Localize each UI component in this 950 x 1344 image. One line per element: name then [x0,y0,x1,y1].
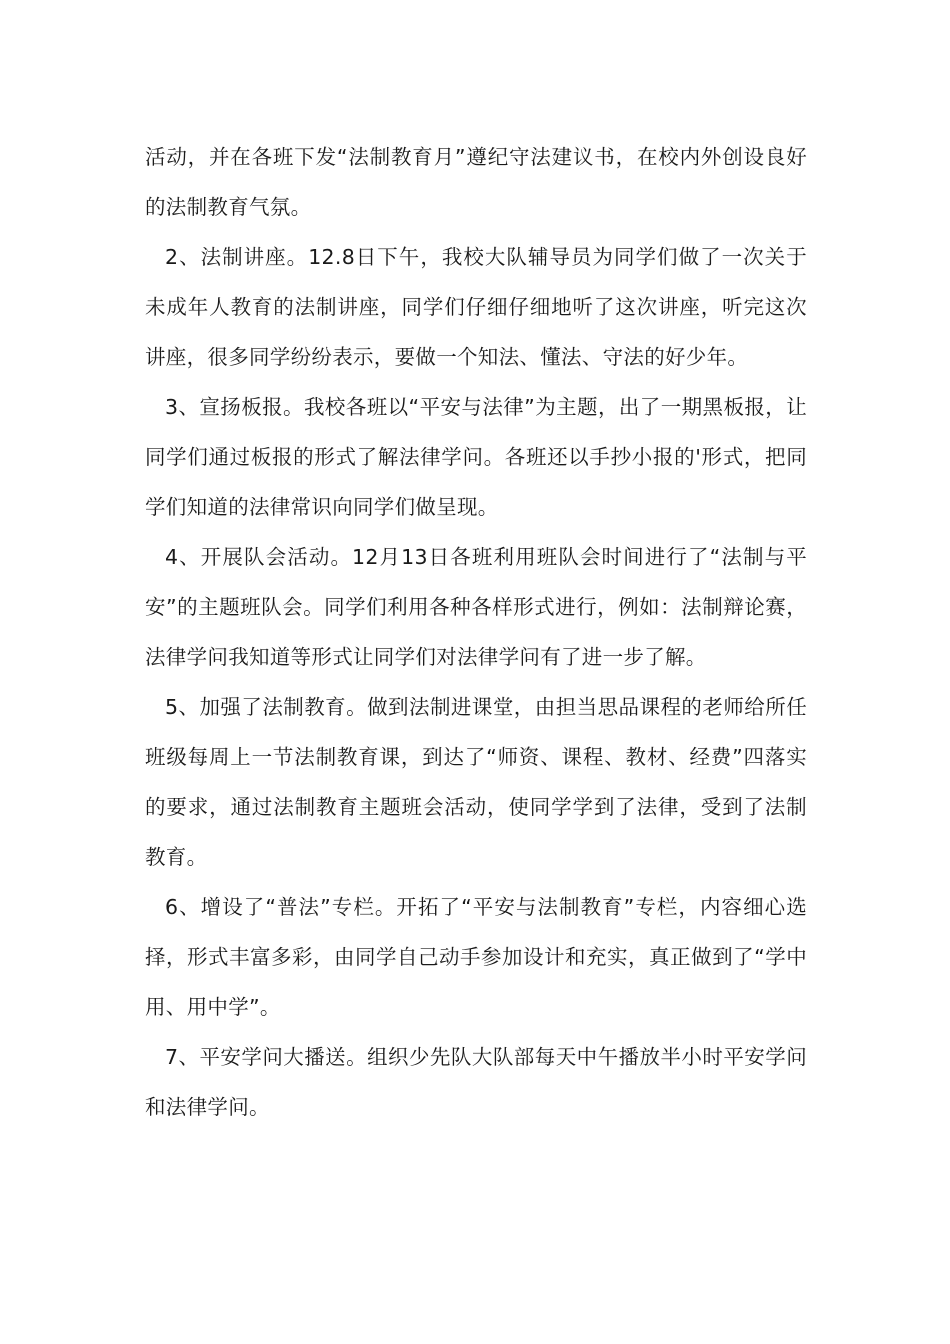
paragraph-item-7: 7、平安学问大播送。组织少先队大队部每天中午播放半小时平安学问和法律学问。 [145,1045,807,1119]
paragraph-item-3: 3、宣扬板报。我校各班以“平安与法律”为主题，出了一期黑板报，让同学们通过板报的形式了解法律学问。各班还以手抄小报的'形式，把同学们知道的法律常识向同学们做呈现。 [145,395,807,519]
paragraph-item-5: 5、加强了法制教育。做到法制进课堂，由担当思品课程的老师给所任班级每周上一节法制教育课，到达了“师资、课程、教材、经费”四落实的要求，通过法制教育主题班会活动，使同学学到了法律，受到了法制教育。 [145,695,807,869]
paragraph-item-6: 6、增设了“普法”专栏。开拓了“平安与法制教育”专栏，内容细心选择，形式丰富多彩，由同学自己动手参加设计和充实，真正做到了“学中用、用中学”。 [145,895,807,1019]
paragraph-continuation: 活动，并在各班下发“法制教育月”遵纪守法建议书，在校内外创设良好的法制教育气氛。 [145,145,807,219]
paragraph-item-2: 2、法制讲座。12.8日下午，我校大队辅导员为同学们做了一次关于未成年人教育的法制讲座，同学们仔细仔细地听了这次讲座，听完这次讲座，很多同学纷纷表示，要做一个知法、懂法、守法的好少年。 [145,245,807,369]
paragraph-item-4: 4、开展队会活动。12月13日各班利用班队会时间进行了“法制与平安”的主题班队会。同学们利用各种各样形式进行，例如：法制辩论赛，法律学问我知道等形式让同学们对法律学问有了进一步了解。 [145,545,807,669]
document-body [145,132,807,1132]
